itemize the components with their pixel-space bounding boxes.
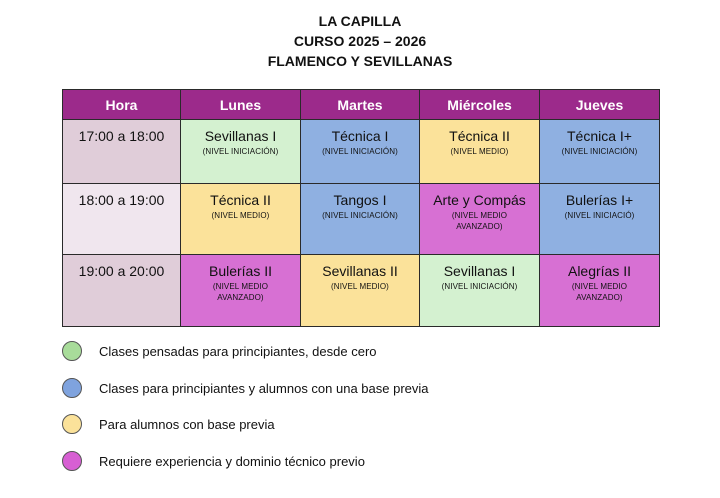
class-level: (NIVEL INICIACIÓN) xyxy=(322,147,398,156)
legend-text: Clases pensadas para principiantes, desde cero xyxy=(99,344,377,359)
class-level: (NIVEL MEDIO AVANZADO) xyxy=(571,282,628,302)
class-name: Sevillanas I xyxy=(204,128,277,144)
class-level: (NIVEL MEDIO) xyxy=(331,282,389,291)
column-header-lunes: Lunes xyxy=(181,90,301,120)
class-name: Arte y Compás xyxy=(433,192,526,208)
class-level: (NIVEL INICIACIÓN) xyxy=(202,147,279,156)
legend-text: Requiere experiencia y dominio técnico previo xyxy=(99,453,365,469)
class-name: Técnica I+ xyxy=(567,128,632,144)
schedule-row xyxy=(63,120,660,184)
school-name: LA CAPILLA xyxy=(318,13,402,29)
course-year: CURSO 2025 – 2026 xyxy=(293,33,427,49)
class-level: (NIVEL MEDIO) xyxy=(211,211,270,220)
schedule-header-row xyxy=(63,90,660,120)
blue-circle-icon xyxy=(62,378,82,398)
class-name: Alegrías II xyxy=(567,263,632,279)
class-cell xyxy=(181,184,301,255)
class-name: Sevillanas I xyxy=(443,263,516,279)
schedule-row xyxy=(63,255,660,327)
class-level: (NIVEL INICIACIÓN) xyxy=(561,147,638,156)
class-name: Tangos I xyxy=(333,192,387,208)
class-name: Sevillanas II xyxy=(322,263,398,279)
class-cell xyxy=(181,120,301,184)
class-cell xyxy=(420,255,540,327)
schedule-table xyxy=(62,89,660,327)
class-name: Técnica II xyxy=(210,192,271,208)
class-cell xyxy=(301,120,420,184)
class-level: (NIVEL MEDIO AVANZADO) xyxy=(212,282,269,302)
class-cell xyxy=(420,120,540,184)
class-name: Técnica I xyxy=(331,128,389,144)
class-level: (NIVEL INICIACIÓN) xyxy=(441,282,518,291)
purple-circle-icon xyxy=(62,451,82,471)
column-header-hora: Hora xyxy=(63,90,181,120)
class-level: (NIVEL INICIACIÓN) xyxy=(322,211,398,220)
yellow-circle-icon xyxy=(62,414,82,434)
document-header xyxy=(0,11,720,71)
class-level: (NIVEL INICIACIÓ) xyxy=(564,211,635,220)
legend-text: Para alumnos con base previa xyxy=(99,417,275,432)
class-cell xyxy=(420,184,540,255)
class-cell xyxy=(540,120,660,184)
class-cell xyxy=(540,184,660,255)
class-name: Bulerías I+ xyxy=(565,192,634,208)
time-slot: 17:00 a 18:00 xyxy=(63,120,181,184)
column-header-jueves: Jueves xyxy=(540,90,660,120)
class-name: Bulerías II xyxy=(208,263,273,279)
column-header-martes: Martes xyxy=(301,90,420,120)
legend-text: Clases para principiantes y alumnos con una base previa xyxy=(99,380,429,396)
class-cell xyxy=(301,184,420,255)
class-name: Técnica II xyxy=(449,128,510,144)
class-cell xyxy=(301,255,420,327)
green-circle-icon xyxy=(62,341,82,361)
class-level: (NIVEL MEDIO) xyxy=(450,147,509,156)
time-slot: 19:00 a 20:00 xyxy=(63,255,181,327)
class-level: (NIVEL MEDIO AVANZADO) xyxy=(451,211,508,231)
column-header-miercoles: Miércoles xyxy=(420,90,540,120)
class-cell xyxy=(181,255,301,327)
course-subject: FLAMENCO Y SEVILLANAS xyxy=(267,53,453,69)
class-cell xyxy=(540,255,660,327)
schedule-row xyxy=(63,184,660,255)
time-slot: 18:00 a 19:00 xyxy=(63,184,181,255)
